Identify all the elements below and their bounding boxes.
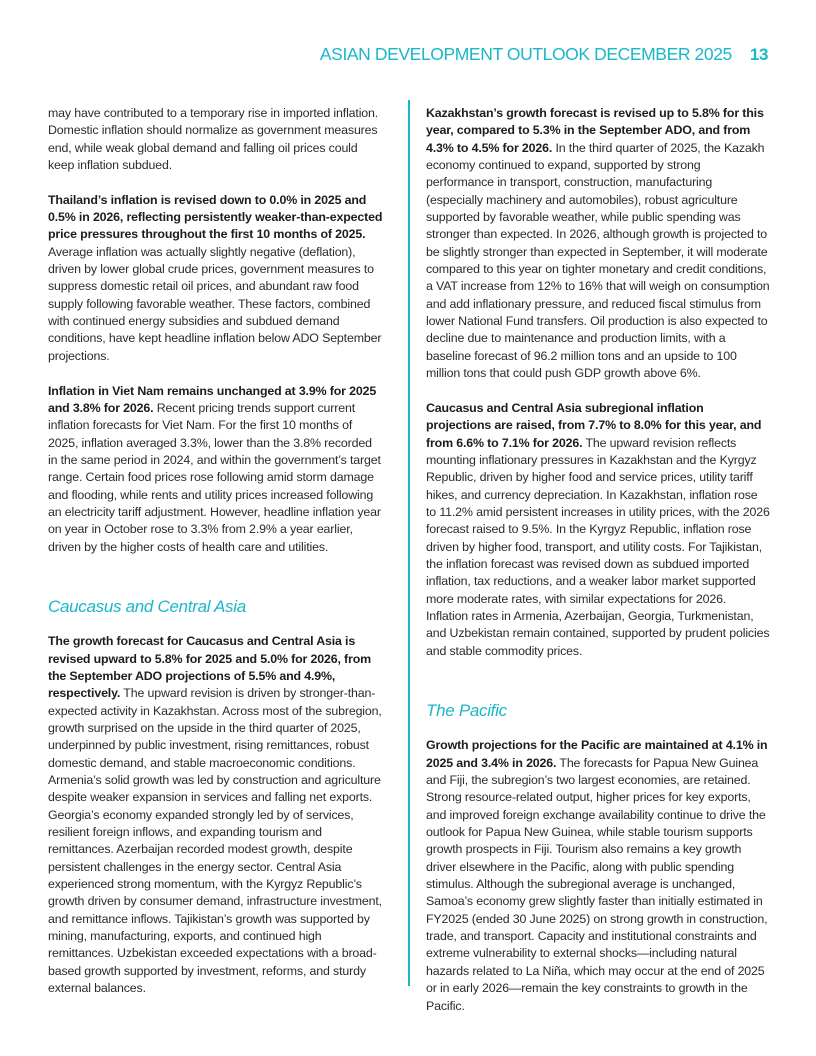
spacer: [48, 573, 384, 581]
paragraph-body: may have contributed to a temporary rise in imported inflation. Domestic inflation should normalize as government measures end, while weak global demand and falling oil prices could keep inflation subdued.: [48, 106, 379, 173]
paragraph-lead: The growth forecast for Caucasus and Central Asia is revised upward to 5.8% for 2025 and 5.0% for 2026, from the September ADO projections of 5.5% and 4.9%, respectively.: [48, 634, 371, 701]
paragraph-kazakhstan-growth: [426, 105, 770, 383]
running-header: [320, 44, 768, 65]
paragraph-lead: Caucasus and Central Asia subregional inflation projections are raised, from 7.7% to 8.0% for this year, and from 6.6% to 7.1% for 2026.: [426, 400, 762, 450]
paragraph-lead: Thailand’s inflation is revised down to 0.0% in 2025 and 0.5% in 2026, reflecting persistently weaker-than-expected price pressures throughout the first 10 months of 2025.: [48, 192, 383, 242]
paragraph-body: Average inflation was actually slightly negative (deflation), driven by lower global crude prices, government measures to suppress domestic retail oil prices, and abundant raw food supply following favorable weather. These factors, combined with continued energy subsidies and subdued demand conditions, have kept headline inflation below ADO September projections.: [48, 244, 382, 363]
column-divider: [408, 100, 410, 986]
section-heading-pacific: The Pacific: [426, 701, 507, 721]
paragraph-lead: Inflation in Viet Nam remains unchanged at 3.9% for 2025 and 3.8% for 2026.: [48, 383, 377, 415]
paragraph-viet-nam-inflation: [48, 383, 384, 556]
page-number: 13: [749, 45, 768, 64]
spacer: [426, 677, 770, 685]
paragraph-body: Recent pricing trends support current inflation forecasts for Viet Nam. For the first 10 months of 2025, inflation averaged 3.3%, lower than the 3.8% recorded in the same period in 2024, and within the government’s target range. Certain food prices rose following amid storm damage and flooding, while rents and utility prices increased following an electricity tariff adjustment. However, headline inflation year on year in October rose to 3.3% from 2.9% a year earlier, driven by the higher costs of health care and utilities.: [48, 400, 381, 554]
paragraph-body: In the third quarter of 2025, the Kazakh economy continued to expand, supported by strong performance in transport, construction, manufacturing (especially machinery and automobiles), robust agriculture supported by favorable weather, while public spending was stronger than expected. In 2026, although growth is projected to be slightly stronger than expected in September, it will moderate compared to this year on tighter monetary and credit conditions, a VAT increase from 12% to 16% that will weigh on consumption and add inflationary pressure, and reduced fiscal stimulus from lower National Fund transfers. Oil production is also expected to decline due to maintenance and production limits, with a baseline forecast of 96.2 million tons and an upside to 100 million tons that could push GDP growth above 6%.: [426, 140, 770, 381]
paragraph-body: The upward revision reflects mounting inflationary pressures in Kazakhstan and the Kyrgyz Republic, driven by higher food and service prices, utility tariff hikes, and currency depreciation. In Kazakhstan, inflation rose to 11.2% amid persistent increases in utility prices, with the 2026 forecast raised to 9.5%. In the Kyrgyz Republic, inflation rose driven by higher food, transport, and utility costs. For Tajikistan, the inflation forecast was revised down as subdued imported inflation, tax reductions, and a weaker labor market supported more moderate rates, with similar expectations for 2026. Inflation rates in Armenia, Azerbaijan, Georgia, Turkmenistan, and Uzbekistan remain contained, supported by prudent policies and stable commodity prices.: [426, 435, 770, 658]
paragraph-pacific-growth: [426, 737, 770, 1015]
left-column: [48, 105, 384, 1015]
paragraph-lead: Kazakhstan’s growth forecast is revised up to 5.8% for this year, compared to 5.3% in the September ADO, and from 4.3% to 4.5% for 2026.: [426, 106, 764, 155]
paragraph-thailand-inflation: [48, 192, 384, 365]
paragraph-body: The forecasts for Papua New Guinea and Fiji, the subregion’s two largest economies, are retained. Strong resource-related output, higher prices for key exports, and improved foreign exchange availability continue to drive the outlook for Papua New Guinea, while stable tourism supports growth prospects in Fiji. Tourism also remains a key growth driver elsewhere in the Pacific, along with public spending stimulus. Although the subregional average is unchanged, Samoa’s economy grew slightly faster than initially estimated in FY2025 (ended 30 June 2025) on strong growth in construction, trade, and transport. Capacity and institutional constraints and extreme vulnerability to external shocks—including natural hazards related to La Niña, which may occur at the end of 2025 or in early 2026—remain the key constraints to growth in the Pacific.: [426, 755, 768, 1013]
publication-title: ASIAN DEVELOPMENT OUTLOOK DECEMBER 2025: [319, 44, 732, 64]
paragraph-cca-inflation: [426, 400, 770, 660]
paragraph-imported-inflation: [48, 105, 384, 174]
right-column: [426, 105, 770, 1032]
paragraph-cca-growth: [48, 633, 384, 997]
section-heading-caucasus-central-asia: Caucasus and Central Asia: [48, 597, 246, 617]
paragraph-body: The upward revision is driven by stronger-than-expected activity in Kazakhstan. Across most of the subregion, growth surprised on the upside in the third quarter of 2025, underpinned by public investment, rising remittances, robust domestic demand, and stable macroeconomic conditions. Armenia’s solid growth was led by construction and agriculture despite weaker expansion in services and falling net exports. Georgia’s economy expanded strongly led by of services, resilient foreign inflows, and expanding tourism and remittances. Azerbaijan recorded modest growth, despite persistent challenges in the energy sector. Central Asia experienced strong momentum, with the Kyrgyz Republic’s growth driven by consumer demand, infrastructure investment, and remittance inflows. Tajikistan’s growth was supported by mining, manufacturing, exports, and continued high remittances. Uzbekistan exceeded expectations with a broad-based growth supported by investment, reforms, and sturdy external balances.: [48, 686, 382, 996]
paragraph-lead: Growth projections for the Pacific are maintained at 4.1% in 2025 and 3.4% in 2026.: [426, 738, 768, 770]
